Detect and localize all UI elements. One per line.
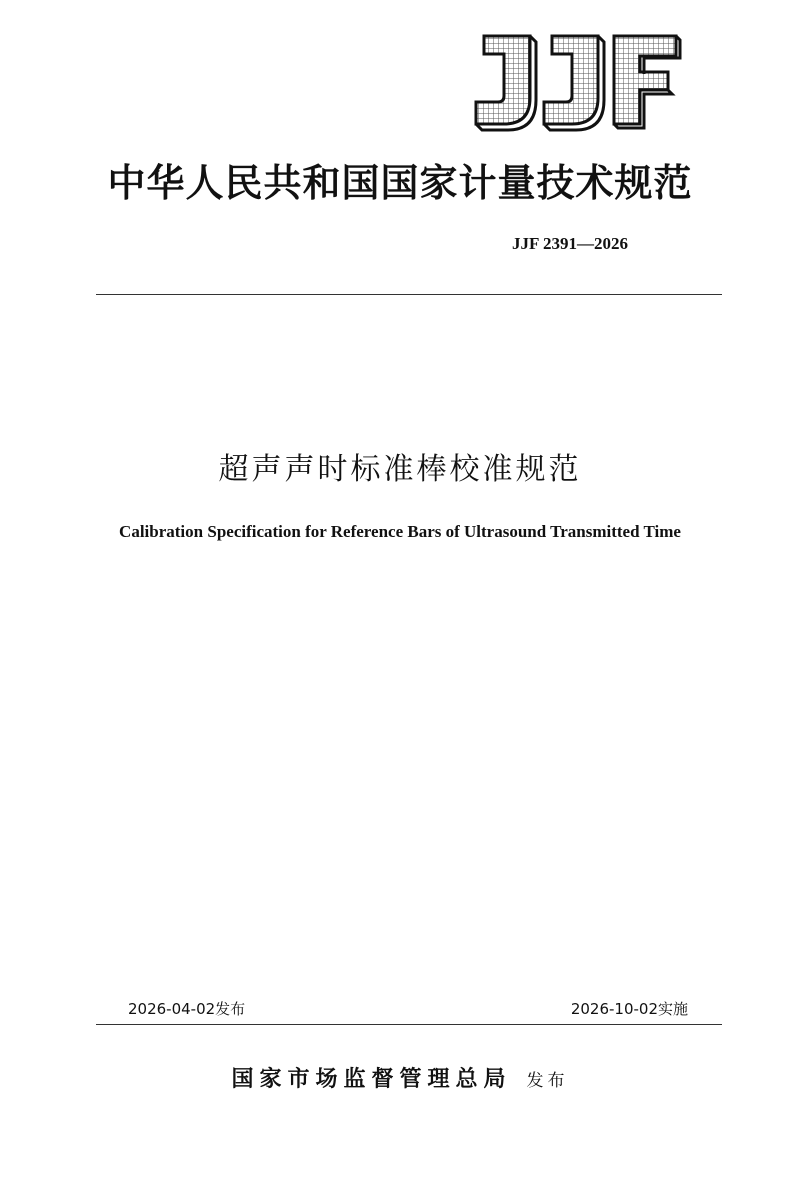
publisher-line — [0, 1062, 800, 1093]
implementation-date: 2026-10-02实施 — [570, 1000, 688, 1018]
publisher-verb: 发布 — [526, 1071, 569, 1091]
standard-number: JJF 2391—2026 — [511, 234, 628, 253]
logo-letter-f — [614, 36, 680, 128]
logo-letter-j-1 — [476, 36, 536, 130]
top-divider — [96, 294, 722, 295]
document-title-english: Calibration Specification for Reference Bars of Ultrasound Transmitted Time — [119, 522, 681, 541]
document-title-chinese: 超声声时标准棒校准规范 — [218, 452, 582, 487]
jjf-logo — [468, 28, 684, 132]
issue-date: 2026-04-02发布 — [128, 1000, 246, 1018]
national-spec-title: 中华人民共和国国家计量技术规范 — [107, 161, 693, 205]
publisher-organization: 国家市场监督管理总局 — [231, 1067, 512, 1092]
bottom-divider — [96, 1024, 722, 1025]
logo-letter-j-2 — [544, 36, 604, 130]
